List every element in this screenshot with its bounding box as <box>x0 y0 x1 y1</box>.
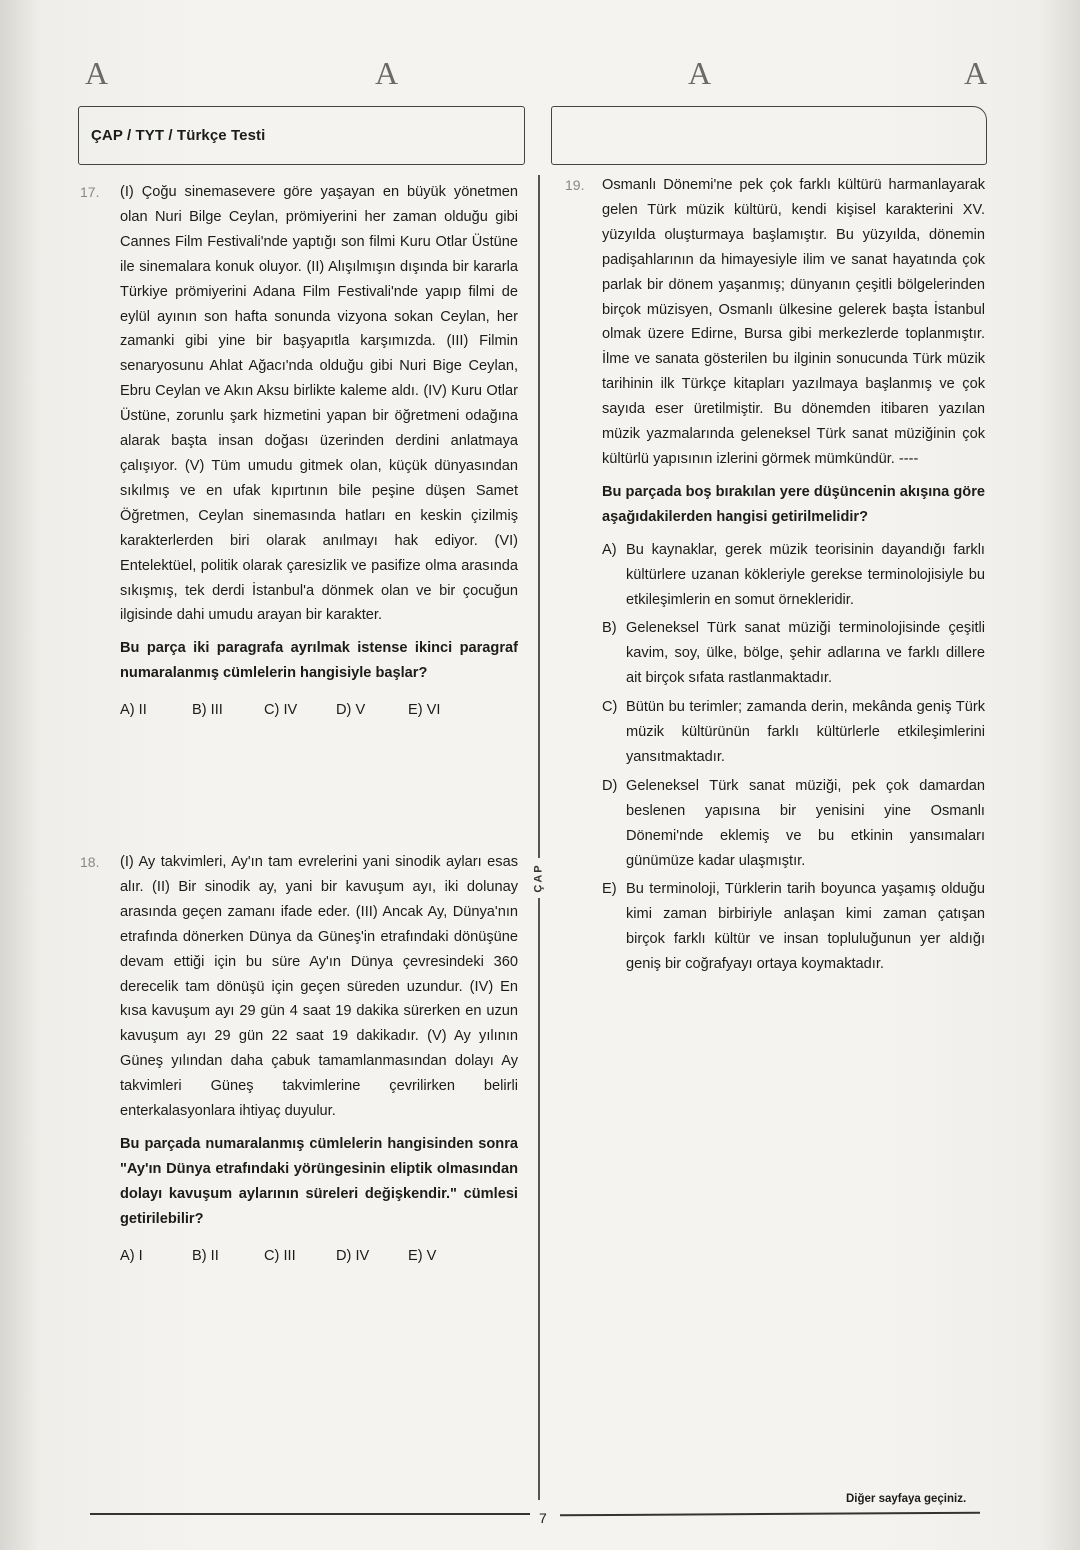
side-label: ÇAP <box>527 858 551 898</box>
footer-rule <box>90 1513 530 1515</box>
question-stem: Bu parçada boş bırakılan yere düşüncenin akışına göre aşağıdakilerden hangisi getirilmelidir? <box>602 483 985 525</box>
option-text: Geleneksel Türk sanat müziği terminolojisinde çeşitli kavim, soy, ülke, bölge, şehir adlarına ve farklı dillere ait birçok sıfata rastlanmaktadır. <box>626 620 985 687</box>
option-text: Bütün bu terimler; zamanda derin, mekânda geniş Türk müzik kültürünün farklı kültürlerle etkileşimlerini yansıtmaktadır. <box>626 699 985 765</box>
answer-options <box>602 538 985 977</box>
page-number: 7 <box>539 1510 547 1526</box>
test-title: ÇAP / TYT / Türkçe Testi <box>91 127 266 144</box>
option-text: Geleneksel Türk sanat müziği, pek çok damardan beslenen yapısına bir yenisini yine Osmanlı Dönemi'nde eklemiş ve bu etkinin yansımaları günümüze kadar ulaşmıştır. <box>626 777 985 869</box>
question-number: 17. <box>80 184 100 200</box>
option-letter: A) <box>602 541 617 558</box>
question-passage: (I) Çoğu sinemasevere göre yaşayan en büyük yönetmen olan Nuri Bilge Ceylan, prömiyerini her zaman olduğu gibi Cannes Film Festivali'nde yaptığı son filmi Kuru Otlar Üstüne ile sinemalara konuk oluyor. (II) Alışılmışın dışında bir kararla Türkiye prömiyerini Adana Film Festivali'nde yapıp filmi de eylül ayının son hafta sonunda vizyona sokan Ceylan, her zamanki gibi yine bir başyapıtla karşımızda. (III) Filmin senaryosunu Ahlat Ağacı'nda olduğu gibi Nuri Bige Ceylan, Ebru Ceylan ve Akın Aksu birlikte kaleme aldı. (IV) Kuru Otlar Üstüne, zorunlu şark hizmetini yapan bir öğretmeni odağına alarak başta insan doğası üzerinden derdini anlatmaya çalışıyor. (V) Tüm umudu gitmek olan, küçük dünyasından sıkılmış ve en ufak kıpırtının bile peşine düşen Samet Öğretmen, Ceylan sinemasında hatları en keskin çizilmiş karakterlerden biri olarak anılmayı hak ediyor. (VI) Entelektüel, politik olarak çaresizlik ve pasifize olma arasında sıkışmış, tek derdi İstanbul'a dönmek olan ve bir çocuğun ilgisinde dahi umudu arayan bir karakter. <box>120 184 518 624</box>
question-stem: Bu parçada numaralanmış cümlelerin hangisinden sonra "Ay'ın Dünya etrafındaki yörüngesinin eliptik olmasından dolayı kavuşum aylarının süreleri değişkendir." cümlesi getirilebilir? <box>120 1135 518 1227</box>
option-a[interactable]: A) I <box>120 1247 143 1264</box>
option-text: Bu terminoloji, Türklerin tarih boyunca yaşamış olduğu kimi zaman birbiriyle anlaşan kimi zaman çatışan birçok farklı kültür ve insan topluluğunun yer aldığı geniş bir coğrafyayı ortaya koymaktadır. <box>626 881 985 973</box>
option-a[interactable] <box>602 538 985 613</box>
booklet-letter: A <box>375 55 399 91</box>
option-d[interactable]: D) IV <box>336 1247 370 1264</box>
option-c[interactable]: C) IV <box>264 702 298 719</box>
option-e[interactable]: E) VI <box>408 702 441 719</box>
answer-options <box>120 1244 480 1269</box>
option-b[interactable]: B) II <box>192 1247 219 1264</box>
booklet-letter: A <box>688 55 712 91</box>
option-letter: B) <box>602 620 617 637</box>
option-b[interactable] <box>602 616 985 691</box>
next-page-note: Diğer sayfaya geçiniz. <box>846 1493 967 1505</box>
answer-options <box>120 698 480 723</box>
booklet-letter: A <box>85 55 109 91</box>
question-passage: Osmanlı Dönemi'ne pek çok farklı kültürü harmanlayarak gelen Türk müzik kültürü, kendi kişisel karakterini XV. yüzyılda oluşturmaya başlamıştır. Bu yüzyılda, dönemin padişahlarının da himayesiyle ilim ve sanat hayatında çok parlak bir dönem yaşanmış; dünyanın çeşitli bölgelerinden birçok müzisyen, Osmanlı ülkesine gelerek başta İstanbul olmak üzere Edirne, Bursa gibi merkezlerde toplanmıştır. İlme ve sanata gösterilen bu ilginin sonucunda Türk müzik tarihinin ilk Türkçe kitapları yazılmaya başlanmış ve çok sayıda eser üretilmiştir. Bu dönemden itibaren yazılan müzik yazmalarında geleneksel Türk sanat müziğinin çok kültürlü yapısının izlerini görmek mümkündür. ---- <box>602 177 985 467</box>
option-a[interactable]: A) II <box>120 702 147 719</box>
option-e[interactable] <box>602 877 985 977</box>
header-right-box <box>551 106 987 165</box>
option-d[interactable] <box>602 774 985 874</box>
option-letter: D) <box>602 777 618 794</box>
option-text: Bu kaynaklar, gerek müzik teorisinin dayandığı farklı kültürlere uzanan kökleriyle gerekse terminolojisiyle bu etkileşimlerin en somut örnekleridir. <box>626 541 985 608</box>
option-b[interactable]: B) III <box>192 702 223 719</box>
option-e[interactable]: E) V <box>408 1247 437 1264</box>
question-passage: (I) Ay takvimleri, Ay'ın tam evrelerini yani sinodik ayları esas alır. (II) Bir sinodik ay, yani bir kavuşum ayı, iki dolunay arasında geçen zamanı ifade eder. (III) Ancak Ay, Dünya'nın etrafında dönerken Dünya da Güneş'in etrafındaki dönüşüne devam ettiği için bu süre Ay'ın Dünya çevresindeki 360 derecelik tam dönüşü için geçen süreden uzundur. (IV) En kısa kavuşum ayı 29 gün 4 saat 19 dakika sürerken en uzun kavuşum ayı 29 gün 22 saat 19 dakikadır. (V) Ay yılının Güneş yılından daha çabuk tamamlanmasından dolayı Ay takvimleri Güneş takvimlerine çevrilirken belirli enterkalasyonlara ihtiyaç duyulur. <box>120 854 518 1120</box>
question-body <box>120 180 518 723</box>
column-divider <box>538 175 540 1500</box>
option-c[interactable] <box>602 695 985 770</box>
option-letter: E) <box>602 881 617 898</box>
booklet-letter: A <box>964 55 988 91</box>
question-body <box>602 173 985 981</box>
option-c[interactable]: C) III <box>264 1247 296 1264</box>
option-d[interactable]: D) V <box>336 702 366 719</box>
question-body <box>120 850 518 1269</box>
test-title-box <box>78 106 525 165</box>
option-letter: C) <box>602 699 618 716</box>
question-number: 19. <box>565 177 585 193</box>
question-number: 18. <box>80 854 100 870</box>
question-stem: Bu parça iki paragrafa ayrılmak istense ikinci paragraf numaralanmış cümlelerin hangisiyle başlar? <box>120 640 518 682</box>
